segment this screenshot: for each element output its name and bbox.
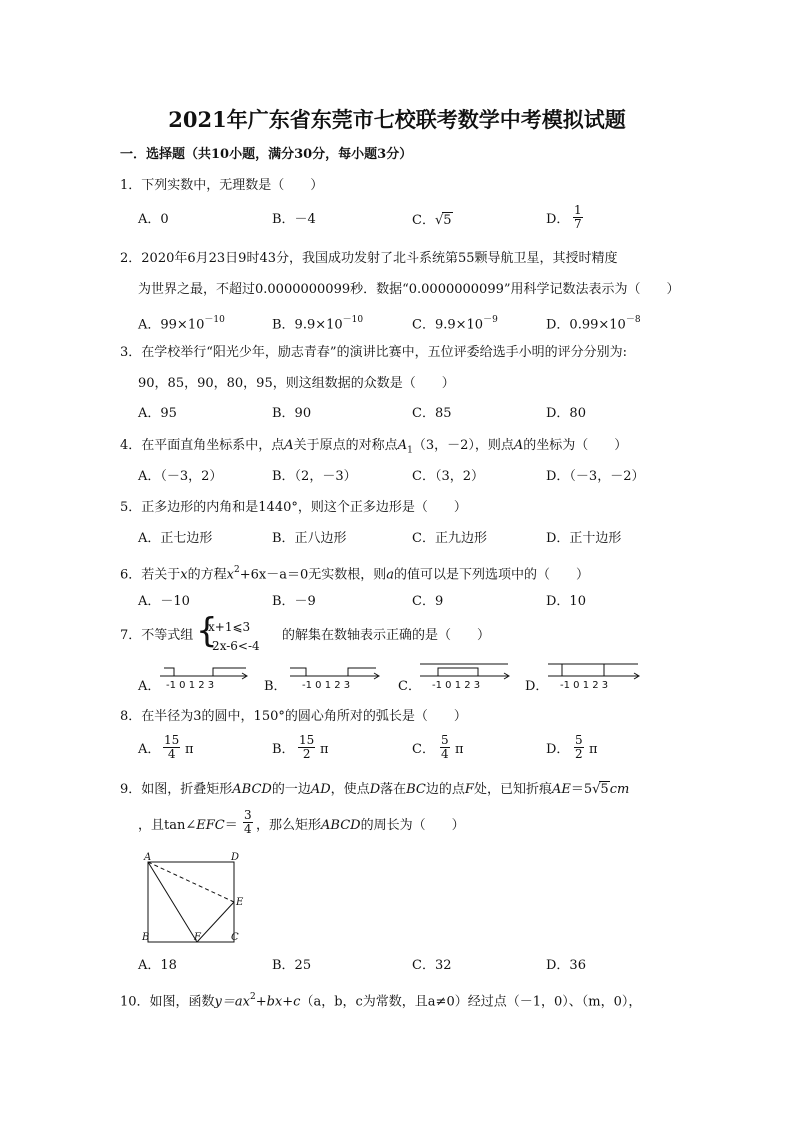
figure-label-e: E: [236, 897, 244, 908]
question-2-line2: 为世界之最，不超过0.0000000099秒．数据“0.0000000099”用科学记数法表示为（ ）: [138, 282, 680, 297]
figure-label-d: D: [231, 852, 240, 863]
q8-option-b: B．: [272, 742, 295, 757]
q9-option-c: C．32: [412, 958, 452, 973]
q8-option-d: D．: [546, 742, 570, 757]
q5-option-a: A．正七边形: [138, 531, 213, 546]
q8-a-fraction: $\frac{15}{4}$: [164, 733, 180, 761]
number-line-b-ticks: -1 0 1 2 3: [302, 680, 351, 691]
question-7-suffix: 的解集在数轴表示正确的是（ ）: [282, 628, 491, 643]
q1-option-d: D．: [546, 212, 570, 227]
q9-option-d: D．36: [546, 958, 586, 973]
figure-label-c: C: [231, 932, 239, 943]
question-3-line1: 3．在学校举行“阳光少年，励志青春”的演讲比赛中，五位评委给选手小明的评分分别为:: [120, 345, 627, 360]
question-7-prefix: 7．不等式组: [120, 628, 194, 643]
section-heading: 一．选择题（共10小题，满分30分，每小题3分）: [120, 147, 413, 162]
q7-option-d-label: D．: [525, 679, 549, 694]
q8-option-a: A．: [138, 742, 161, 757]
q8-c-pi: π: [455, 742, 464, 757]
question-4-stem: 4．在平面直角坐标系中，点A关于原点的对称点$A_1(3$，－2），则点A的坐标为（ ）: [120, 438, 628, 456]
q8-d-fraction: $\frac{5}{2}$: [575, 733, 583, 761]
q9-tan-fraction: $\frac{3}{4}$: [244, 808, 252, 836]
q8-option-c: C．: [412, 742, 435, 757]
q9-option-b: B．25: [272, 958, 312, 973]
inequality-2: -2x-6<-4: [208, 639, 260, 653]
q8-d-pi: π: [589, 742, 598, 757]
q6-option-c: C．9: [412, 594, 444, 609]
question-6-stem: 6．若关于x的方程$x^2+6x-a=0$无实数根，则a的值可以是下列选项中的（ ）: [120, 565, 590, 583]
figure-label-f: F: [194, 932, 201, 943]
q6-option-d: D．10: [546, 594, 586, 609]
q5-option-d: D．正十边形: [546, 531, 622, 546]
q4-option-a: A．（－3，2）: [138, 469, 223, 484]
question-2-line1: 2．2020年6月23日9时43分，我国成功发射了北斗系统第55颗导航卫星，其授时精度: [120, 251, 618, 266]
number-line-d-ticks: -1 0 1 2 3: [560, 680, 609, 691]
q4-option-c: C．（3，2）: [412, 469, 484, 484]
q8-b-pi: π: [320, 742, 329, 757]
q8-b-fraction: $\frac{15}{2}$: [299, 733, 315, 761]
number-line-c-ticks: -1 0 1 2 3: [432, 680, 481, 691]
q3-option-a: A．95: [138, 406, 177, 421]
q5-option-c: C．正九边形: [412, 531, 487, 546]
q7-option-b-label: B．: [264, 679, 287, 694]
q8-a-pi: π: [185, 742, 194, 757]
q2-option-a: A．$99\times 10^{-10}$: [138, 315, 225, 333]
q1-option-a: A．0: [138, 212, 169, 227]
question-8-stem: 8．在半径为3的圆中，150°的圆心角所对的弧长是（ ）: [120, 709, 467, 724]
q1-d-fraction: $\frac{1}{7}$: [574, 203, 582, 231]
figure-label-a: A: [144, 852, 152, 863]
q6-option-b: B．－9: [272, 594, 316, 609]
q4-option-b: B．（2，－3）: [272, 469, 357, 484]
q2-option-b: B．$9.9\times 10^{-10}$: [272, 315, 364, 333]
q3-option-c: C．85: [412, 406, 452, 421]
page-title: 2021年广东省东莞市七校联考数学中考模拟试题: [168, 107, 626, 132]
q9-option-a: A．18: [138, 958, 177, 973]
q1-option-b: B．－4: [272, 212, 316, 227]
q2-option-d: D．$0.99\times 10^{-8}$: [546, 315, 641, 333]
question-3-line2: 90，85，90，80，95，则这组数据的众数是（ ）: [138, 376, 455, 391]
q6-option-a: A．－10: [138, 594, 190, 609]
q1-option-c: C．√5: [412, 213, 452, 228]
q2-option-c: C．$9.9\times 10^{-9}$: [412, 315, 498, 333]
q8-c-fraction: $\frac{5}{4}$: [441, 733, 449, 761]
q3-option-d: D．80: [546, 406, 586, 421]
q7-option-c-label: C．: [398, 679, 421, 694]
q5-option-b: B．正八边形: [272, 531, 347, 546]
figure-label-b: B: [142, 932, 150, 943]
number-line-a-ticks: -1 0 1 2 3: [166, 680, 215, 691]
question-9-line1: 9．如图，折叠矩形ABCD的一边AD，使点D落在BC边的点F处，已知折痕AE＝5√5cm: [120, 782, 630, 797]
system-brace: {: [196, 611, 218, 651]
question-9-line2-a: ，且tan∠EFC＝: [138, 818, 238, 833]
q7-option-a-label: A．: [138, 679, 161, 694]
question-10-stem: 10．如图，函数$y=ax^2+bx+c(a$，b，c为常数，且a≠0）经过点（－1，0）、（m，0），: [120, 992, 642, 1010]
question-1-stem: 1．下列实数中，无理数是（ ）: [120, 178, 324, 193]
question-9-line2-b: ，那么矩形ABCD的周长为（ ）: [256, 818, 465, 833]
question-5-stem: 5．正多边形的内角和是1440°，则这个正多边形是（ ）: [120, 500, 467, 515]
inequality-1: x+1⩽3: [208, 620, 251, 634]
q4-option-d: D．（－3，－2）: [546, 469, 645, 484]
q3-option-b: B．90: [272, 406, 312, 421]
